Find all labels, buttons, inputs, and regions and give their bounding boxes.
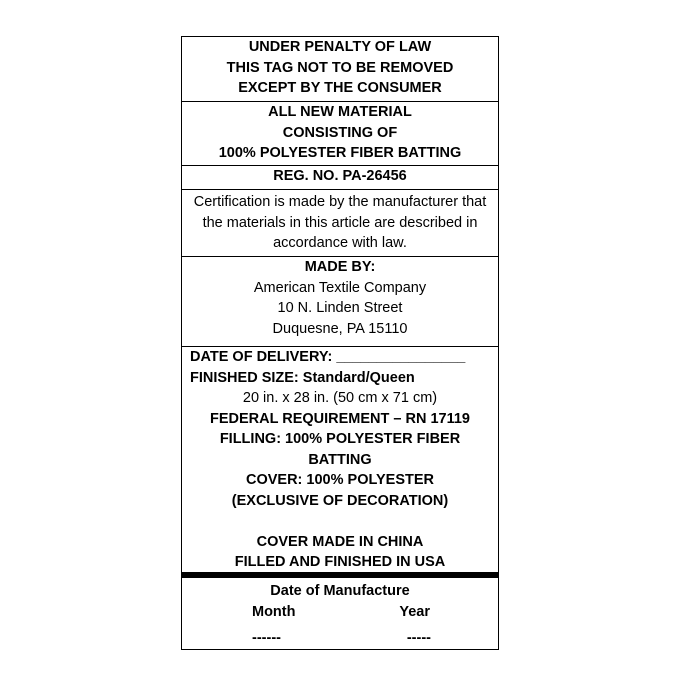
cover-material: COVER: 100% POLYESTER	[245, 472, 435, 488]
maker-city: Duquesne, PA 15110	[272, 320, 408, 337]
registration-number: REG. NO. PA-26456	[273, 168, 407, 184]
year-label: Year	[399, 603, 430, 620]
filling-line-2: BATTING	[308, 451, 372, 468]
divider	[182, 189, 498, 190]
material-section	[182, 102, 498, 164]
month-label: Month	[252, 603, 296, 620]
manufacture-section	[182, 581, 498, 649]
warning-section	[182, 37, 498, 99]
maker-heading: MADE BY:	[304, 259, 376, 275]
origin-line-1: COVER MADE IN CHINA	[256, 533, 424, 550]
manufacture-values	[182, 628, 498, 649]
certification-section	[182, 192, 498, 254]
finished-size: FINISHED SIZE: Standard/Queen	[190, 369, 415, 386]
delivery-date-field: DATE OF DELIVERY: ________________	[190, 349, 466, 365]
maker-section	[182, 257, 498, 339]
law-tag	[181, 36, 499, 650]
certification-line-2: the materials in this article are described in	[202, 214, 478, 231]
federal-requirement: FEDERAL REQUIREMENT – RN 17119	[210, 410, 470, 427]
maker-street: 10 N. Linden Street	[277, 300, 403, 316]
warning-line-1: UNDER PENALTY OF LAW	[248, 39, 432, 55]
material-line-3: 100% POLYESTER FIBER BATTING	[218, 145, 462, 161]
maker-company: American Textile Company	[253, 279, 427, 296]
thick-divider	[182, 572, 498, 578]
origin-line-2: FILLED AND FINISHED IN USA	[234, 554, 446, 570]
filling-line-1: FILLING: 100% POLYESTER FIBER	[219, 431, 461, 447]
material-line-2: CONSISTING OF	[282, 124, 398, 141]
warning-line-3: EXCEPT BY THE CONSUMER	[238, 80, 442, 96]
warning-line-2: THIS TAG NOT TO BE REMOVED	[226, 59, 454, 76]
blank-line	[182, 511, 498, 532]
details-section	[182, 347, 498, 573]
month-value: ------	[252, 630, 281, 646]
year-value: -----	[406, 630, 431, 646]
manufacture-heading: Date of Manufacture	[270, 583, 410, 599]
exclusive-note: (EXCLUSIVE OF DECORATION)	[231, 492, 449, 509]
certification-line-1: Certification is made by the manufacturer that	[193, 194, 487, 210]
certification-line-3: accordance with law.	[273, 235, 407, 251]
material-line-1: ALL NEW MATERIAL	[268, 104, 412, 120]
dimensions: 20 in. x 28 in. (50 cm x 71 cm)	[242, 390, 438, 406]
manufacture-labels	[182, 602, 498, 623]
registration-section	[182, 166, 498, 187]
